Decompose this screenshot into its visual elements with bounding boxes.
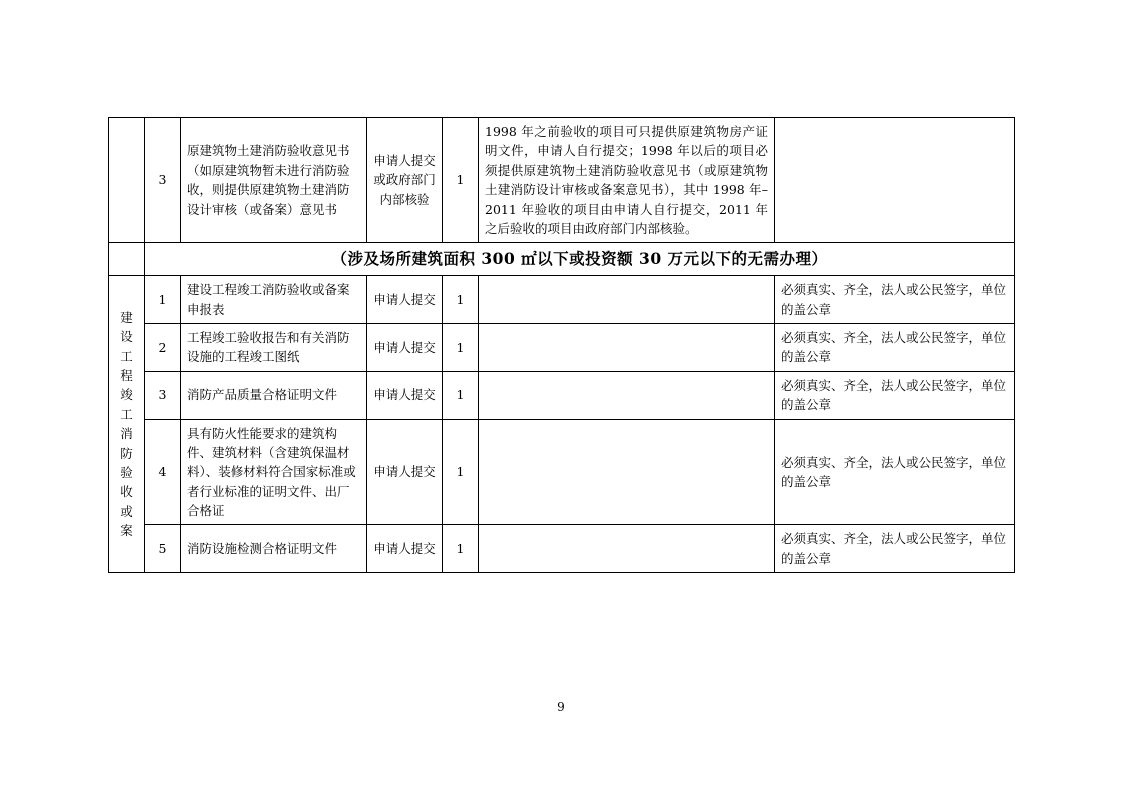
- table-row: [109, 324, 1015, 372]
- cell-sequence: 4: [145, 419, 181, 525]
- cell-description: [479, 525, 775, 573]
- cell-note: 必须真实、齐全，法人或公民签字，单位的盖公章: [775, 525, 1015, 573]
- table-row: [109, 525, 1015, 573]
- cell-banner: [145, 243, 1015, 276]
- table-row: [109, 371, 1015, 419]
- cell-source-channel: 申请人提交: [367, 419, 443, 525]
- cell-note: 必须真实、齐全，法人或公民签字，单位的盖公章: [775, 276, 1015, 324]
- cell-description: [479, 371, 775, 419]
- cell-copies: 1: [443, 371, 479, 419]
- group-label-char: 或: [120, 503, 133, 519]
- cell-description: [479, 276, 775, 324]
- cell-description: [479, 324, 775, 372]
- cell-note: 必须真实、齐全，法人或公民签字，单位的盖公章: [775, 324, 1015, 372]
- banner-text: （涉及场所建筑面积 300 ㎡以下或投资额 30 万元以下的无需办理）: [331, 249, 828, 269]
- requirements-table: [108, 117, 1015, 573]
- cell-copies: 1: [443, 276, 479, 324]
- group-label-char: 防: [120, 445, 133, 461]
- table-row: [109, 419, 1015, 525]
- cell-copies: 1: [443, 324, 479, 372]
- cell-note: 必须真实、齐全，法人或公民签字，单位的盖公章: [775, 419, 1015, 525]
- cell-material-name: 消防设施检测合格证明文件: [181, 525, 367, 573]
- cell-group-label: [109, 276, 145, 573]
- cell-group-empty: [109, 118, 145, 243]
- cell-copies: 1: [443, 525, 479, 573]
- cell-material-name: 工程竣工验收报告和有关消防设施的工程竣工图纸: [181, 324, 367, 372]
- cell-source-channel: 申请人提交: [367, 525, 443, 573]
- cell-source-channel: 申请人提交: [367, 371, 443, 419]
- cell-sequence: 2: [145, 324, 181, 372]
- cell-sequence: 3: [145, 371, 181, 419]
- cell-description: [479, 419, 775, 525]
- cell-material-name: 具有防火性能要求的建筑构件、建筑材料（含建筑保温材料）、装修材料符合国家标准或者行业标准的证明文件、出厂合格证: [181, 419, 367, 525]
- cell-description: 1998 年之前验收的项目可只提供原建筑物房产证明文件，申请人自行提交；1998 年以后的项目必须提供原建筑物土建消防验收意见书（或原建筑物土建消防设计审核或备案意见书），其中 1998 年–2011 年验收的项目由申请人自行提交，2011 年之后验收的项目由政府部门内部核验。: [479, 118, 775, 243]
- table-banner-row: [109, 243, 1015, 276]
- cell-copies: 1: [443, 419, 479, 525]
- group-label-char: 验: [120, 464, 133, 480]
- group-label-char: 案: [120, 523, 133, 539]
- cell-sequence: 5: [145, 525, 181, 573]
- cell-copies: 1: [443, 118, 479, 243]
- cell-material-name: 消防产品质量合格证明文件: [181, 371, 367, 419]
- group-label-char: 收: [120, 484, 133, 500]
- cell-note: 必须真实、齐全，法人或公民签字，单位的盖公章: [775, 371, 1015, 419]
- group-label-char: 建: [120, 309, 133, 325]
- table-row: [109, 118, 1015, 243]
- group-label-char: 程: [120, 368, 133, 384]
- group-label-char: 消: [120, 426, 133, 442]
- cell-sequence: 3: [145, 118, 181, 243]
- group-label-char: 工: [120, 348, 133, 364]
- table-row: [109, 276, 1015, 324]
- group-label-char: 设: [120, 329, 133, 345]
- cell-group-empty: [109, 243, 145, 276]
- cell-source-channel: 申请人提交或政府部门内部核验: [367, 118, 443, 243]
- cell-material-name: 原建筑物土建消防验收意见书（如原建筑物暂未进行消防验收，则提供原建筑物土建消防设计审核（或备案）意见书: [181, 118, 367, 243]
- cell-source-channel: 申请人提交: [367, 324, 443, 372]
- group-label-char: 工: [120, 406, 133, 422]
- cell-sequence: 1: [145, 276, 181, 324]
- cell-material-name: 建设工程竣工消防验收或备案申报表: [181, 276, 367, 324]
- page-number: 9: [557, 700, 565, 714]
- group-label-char: 竣: [120, 387, 133, 403]
- cell-note: [775, 118, 1015, 243]
- cell-source-channel: 申请人提交: [367, 276, 443, 324]
